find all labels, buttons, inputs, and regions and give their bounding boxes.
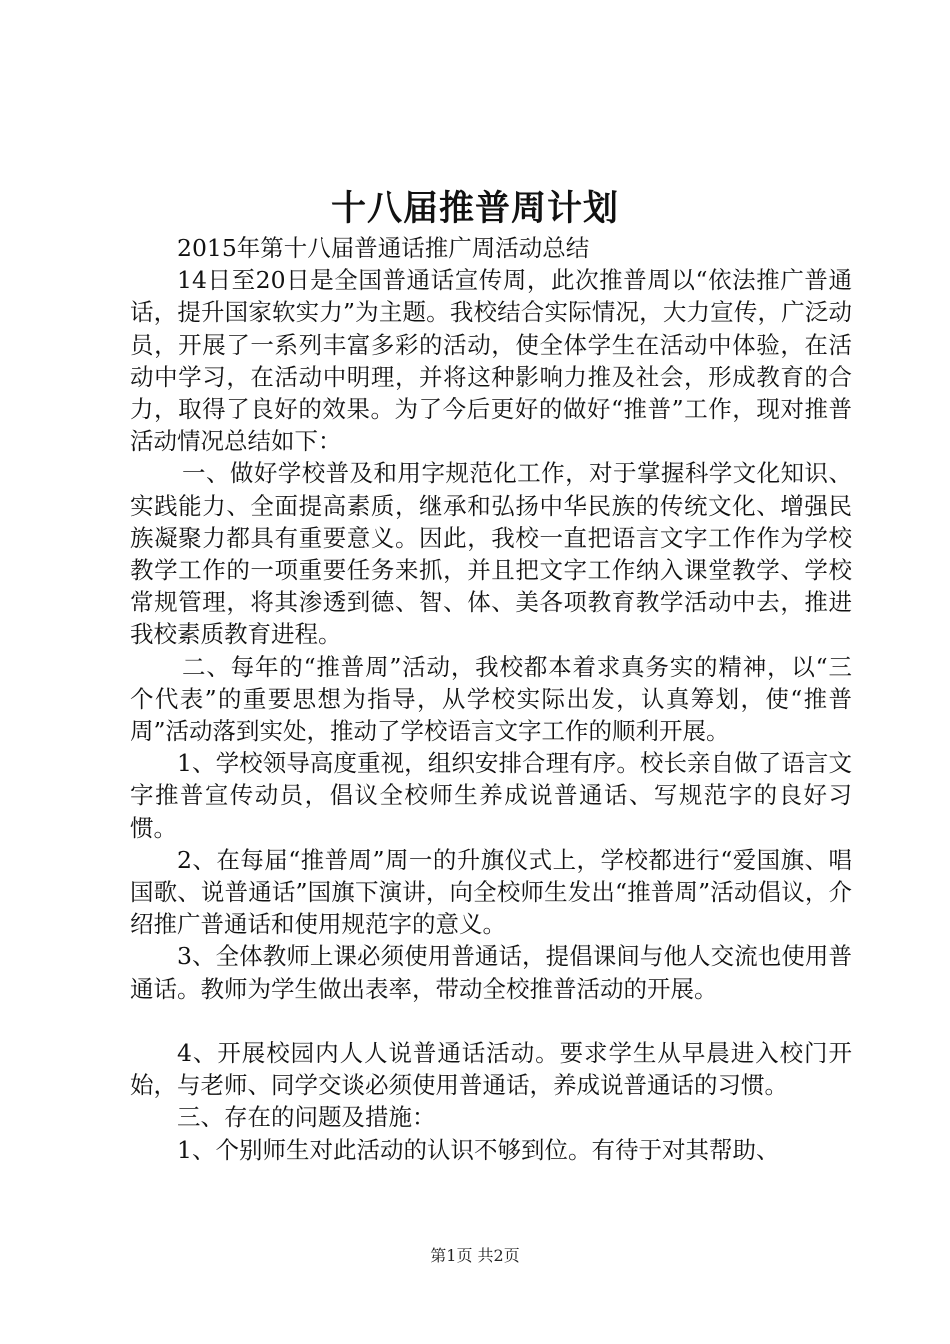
blank-line (130, 1005, 852, 1037)
paragraph-item-4: 4、开展校园内人人说普通话活动。要求学生从早晨进入校门开始，与老师、同学交谈必须使用普通话，养成说普通话的习惯。 (130, 1039, 852, 1100)
paragraph-intro: 14日至20日是全国普通话宣传周，此次推普周以“依法推广普通话，提升国家软实力”为主题。我校结合实际情况，大力宣传，广泛动员，开展了一系列丰富多彩的活动，使全体学生在活动中体验，在活动中学习，在活动中明理，并将这种影响力推及社会，形成教育的合力，取得了良好的效果。为了今后更好的做好“推普”工作，现对推普活动情况总结如下： (130, 266, 852, 456)
paragraph-issue-1: 1、个别师生对此活动的认识不够到位。有待于对其帮助、 (177, 1135, 780, 1164)
paragraph-section-2: 二、每年的“推普周”活动，我校都本着求真务实的精神，以“三个代表”的重要思想为指导，从学校实际出发，认真筹划，使“推普周”活动落到实处，推动了学校语言文字工作的顺利开展。 (130, 652, 852, 746)
paragraph-item-2: 2、在每届“推普周”周一的升旗仪式上，学校都进行“爱国旗、唱国歌、说普通话”国旗下演讲，向全校师生发出“推普周”活动倡议，介绍推广普通话和使用规范字的意义。 (130, 845, 852, 939)
paragraph-section-1: 一、做好学校普及和用字规范化工作，对于掌握科学文化知识、实践能力、全面提高素质，继承和弘扬中华民族的传统文化、增强民族凝聚力都具有重要意义。因此，我校一直把语言文字工作作为学校教学工作的一项重要任务来抓，并且把文字工作纳入课堂教学、学校常规管理，将其渗透到德、智、体、美各项教育教学活动中去，推进我校素质教育进程。 (130, 459, 852, 649)
document-body (130, 232, 852, 1166)
paragraph-subtitle: 2015年第十八届普通话推广周活动总结 (177, 234, 590, 262)
paragraph-item-1: 1、学校领导高度重视，组织安排合理有序。校长亲自做了语言文字推普宣传动员，倡议全校师生养成说普通话、写规范字的良好习惯。 (130, 749, 852, 842)
document-title: 十八届推普周计划 (330, 188, 619, 229)
paragraph-item-3: 3、全体教师上课必须使用普通话，提倡课间与他人交流也使用普通话。教师为学生做出表率，带动全校推普活动的开展。 (130, 942, 852, 1003)
paragraph-section-3: 三、存在的问题及措施： (177, 1103, 436, 1132)
page-number-footer: 第1页 共2页 (430, 1246, 520, 1265)
